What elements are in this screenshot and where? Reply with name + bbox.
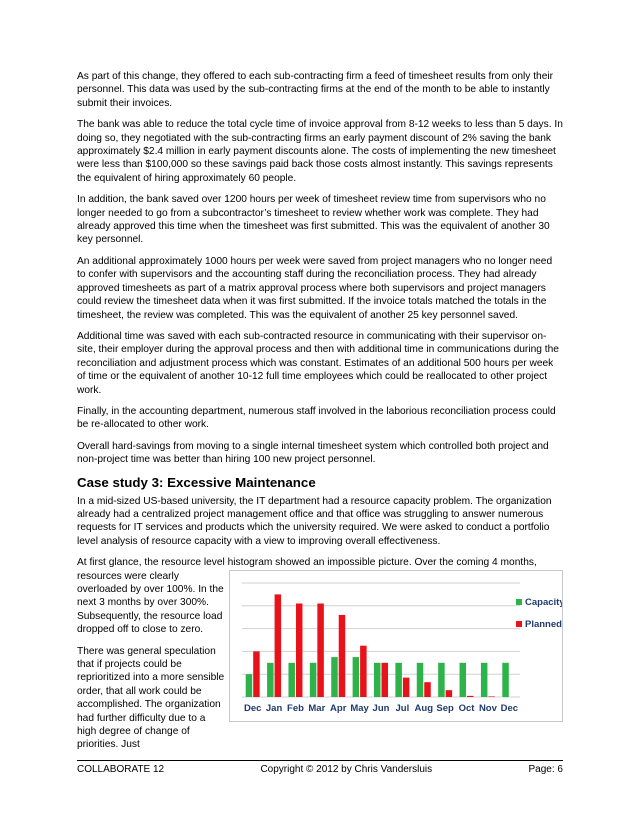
bar-capacity (481, 662, 488, 696)
bar-capacity (438, 662, 445, 696)
bar-capacity (353, 657, 360, 697)
side-text-speculation: There was general speculation that if projects could be reprioritized into a more sensible order, that all work could be accomplished. The organization had further difficulty due to a high degree of change of priorities. Just (77, 645, 225, 751)
footer-left: COLLABORATE 12 (77, 764, 165, 775)
x-tick-label: May (350, 702, 369, 714)
paragraph-additional-time: Additional time was saved with each sub-contracted resource in communicating with their supervisor on-site, their employer during the approval process and then with additional time in communications during the reconciliation and adjustment process which was constant. Estimates of an additional 500 hours per week of time or the equivalent of another 10-12 full time employees which could be reallocated to other project work. (77, 330, 559, 396)
x-tick-label: Jun (372, 702, 390, 714)
bar-planned (424, 682, 431, 697)
bar-capacity (331, 657, 338, 697)
x-tick-label: Dec (500, 702, 519, 714)
chart-svg (230, 571, 562, 721)
bar-planned (275, 594, 282, 697)
legend-label-capacity: Capacity (525, 596, 562, 608)
chart-section (77, 570, 563, 752)
bar-capacity (395, 662, 402, 696)
paragraph-supervisor-savings: In addition, the bank saved over 1200 hours per week of timesheet review time from supervisors who no longer needed to go from a subcontractor’s timesheet to review whether work was complete. They had already approved this time when the timesheet was first submitted. This was the equivalent of another 30 key personnel. (77, 194, 550, 246)
paragraph-case-intro: In a mid-sized US-based university, the IT department had a resource capacity problem. The organization already had a centralized project management office and that office was struggling to answer numerous requests for IT services and products which the university required. We were asked to conduct a portfolio level analysis of resource capacity with a view to improving overall effectiveness. (77, 495, 552, 547)
bar-capacity (267, 662, 274, 696)
footer-right: Page: 6 (528, 764, 563, 775)
x-tick-label: Apr (330, 702, 347, 714)
bar-planned (446, 690, 453, 697)
x-tick-label: Jan (265, 702, 283, 714)
bar-planned (360, 645, 367, 696)
x-tick-label: Sep (436, 702, 454, 714)
paragraph-subcontracting-feed: As part of this change, they offered to each sub-contracting firm a feed of timesheet results from only their personnel. This data was used by the sub-contracting firms at the end of the month to be able to instantly submit their invoices. (77, 71, 554, 109)
bar-capacity (502, 662, 509, 696)
x-tick-label: Oct (458, 702, 475, 714)
legend-swatch-planned (516, 621, 522, 627)
case-study-heading: Case study 3: Excessive Maintenance (77, 474, 316, 490)
bar-capacity (374, 662, 381, 696)
side-text-column (77, 570, 227, 752)
footer-center: Copyright © 2012 by Chris Vandersluis (260, 764, 433, 775)
paragraph-cycle-time: The bank was able to reduce the total cycle time of invoice approval from 8-12 weeks to less than 5 days. In doing so, they negotiated with the sub-contracting firms an early payment discount of 2% saving the bank approximately $2.4 million in early payment discounts alone. The costs of implementing the new timesheet were less than $100,000 so these savings paid back those costs almost instantly. This savings represents the equivalent of hiring approximately 60 people. (77, 119, 563, 184)
x-tick-label: Nov (478, 702, 497, 714)
bar-capacity (460, 662, 467, 696)
bar-planned (317, 603, 324, 696)
paragraph-accounting: Finally, in the accounting department, numerous staff involved in the laborious reconciliation process could be re-allocated to other work. (77, 405, 556, 431)
bar-planned (467, 695, 474, 696)
page-footer (77, 760, 563, 775)
paragraph-pm-savings: An additional approximately 1000 hours per week were saved from project managers who no longer need to confer with supervisors and the accounting staff during the reconciliation process. They had already approved timesheets as part of a matrix approval process where both supervisors and project managers could review the timesheet data when it was first submitted. If the invoice totals matched the totals in the timesheet, the review was completed. This was the equivalent of another 25 key personnel saved. (77, 255, 553, 321)
bar-capacity (288, 662, 295, 696)
resource-histogram-chart (229, 570, 563, 722)
bar-planned (339, 615, 346, 697)
bar-capacity (417, 662, 424, 696)
document-page (77, 70, 563, 760)
x-tick-label: Jul (395, 702, 410, 714)
bar-planned (403, 677, 410, 696)
side-text-overload: resources were clearly overloaded by over 100%. In the next 3 months by over 300%. Subsequently, the resource load dropped off to close to zero. (77, 570, 224, 636)
x-tick-label: Aug (414, 702, 434, 714)
bar-planned (253, 651, 260, 697)
bar-planned (296, 603, 303, 696)
legend-label-planned: Planned (525, 618, 562, 630)
legend-swatch-capacity (516, 599, 522, 605)
paragraph-first-glance: At first glance, the resource level histogram showed an impossible picture. Over the coming 4 months, (77, 557, 537, 569)
x-tick-label: Mar (308, 702, 326, 714)
bar-capacity (310, 662, 317, 696)
x-tick-label: Feb (287, 702, 304, 714)
bar-planned (382, 662, 389, 696)
x-tick-label: Dec (243, 702, 262, 714)
bar-planned (488, 696, 495, 697)
bar-capacity (246, 674, 253, 697)
paragraph-overall-savings: Overall hard-savings from moving to a single internal timesheet system which controlled both project and non-project time was better than hiring 100 new project personnel. (77, 440, 549, 466)
